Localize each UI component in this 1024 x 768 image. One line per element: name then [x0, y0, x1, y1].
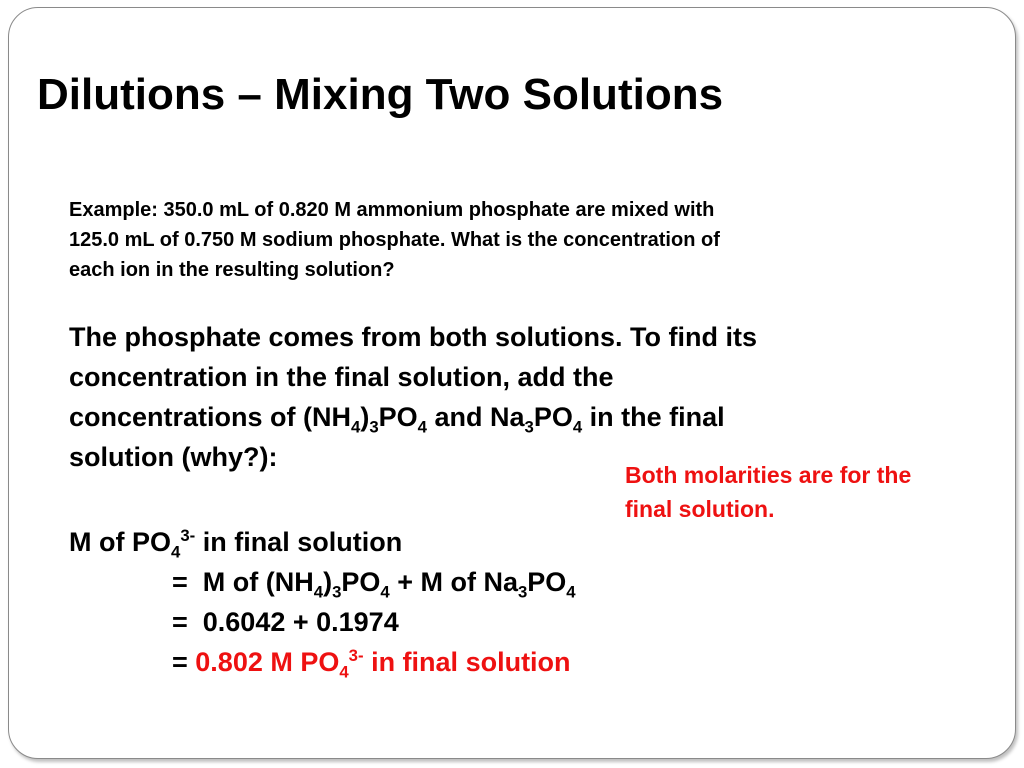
- text: PO: [378, 402, 418, 432]
- text: M of PO: [69, 527, 171, 557]
- calc-row-heading: [69, 522, 576, 562]
- example-line: Example: 350.0 mL of 0.820 M ammonium phosphate are mixed with: [69, 199, 715, 221]
- subscript: 3: [517, 582, 528, 602]
- text: and Na: [426, 402, 525, 432]
- explanation-line: concentration in the final solution, add the: [69, 362, 614, 392]
- text: PO: [527, 567, 567, 597]
- explanation-line: solution (why?):: [69, 442, 278, 472]
- text: =: [172, 647, 196, 677]
- text: PO: [341, 567, 381, 597]
- subscript: 3: [524, 417, 534, 437]
- explanation-line: [69, 397, 969, 437]
- calc-row-formula: [69, 562, 576, 602]
- calculation-block: [69, 522, 576, 682]
- side-note-line: Both molarities are for the: [625, 462, 912, 488]
- calc-row-result: [69, 642, 576, 682]
- text: in the final: [582, 402, 725, 432]
- subscript: 4: [313, 582, 324, 602]
- text: in final solution: [363, 647, 571, 677]
- subscript: 4: [380, 582, 390, 602]
- text: concentrations of (NH: [69, 402, 352, 432]
- subscript: 4: [171, 542, 181, 562]
- subscript: 4: [572, 417, 583, 437]
- side-note: [625, 458, 995, 526]
- subscript: 3: [369, 417, 379, 437]
- example-line: 125.0 mL of 0.750 M sodium phosphate. What is the concentration of: [69, 229, 720, 251]
- text: in final solution: [195, 527, 403, 557]
- subscript: 4: [351, 417, 361, 437]
- subscript: 3: [332, 582, 342, 602]
- subscript: 4: [566, 582, 576, 602]
- calc-row-values: = 0.6042 + 0.1974: [172, 607, 399, 637]
- side-note-line: final solution.: [625, 496, 775, 522]
- example-line: each ion in the resulting solution?: [69, 259, 395, 281]
- slide-title: Dilutions – Mixing Two Solutions: [37, 70, 724, 119]
- subscript: 4: [417, 417, 427, 437]
- explanation-text: [69, 317, 969, 477]
- explanation-line: The phosphate comes from both solutions. To find its: [69, 322, 757, 352]
- text: 0.802 M PO: [195, 647, 340, 677]
- superscript: 3-: [180, 526, 196, 545]
- text: = M of (NH: [172, 567, 314, 597]
- text: ): [360, 402, 370, 432]
- example-problem: [69, 195, 929, 285]
- text: + M of Na: [389, 567, 518, 597]
- result-value: [195, 646, 571, 682]
- superscript: 3-: [348, 646, 364, 665]
- subscript: 4: [339, 662, 349, 682]
- text: ): [323, 567, 333, 597]
- text: PO: [533, 402, 573, 432]
